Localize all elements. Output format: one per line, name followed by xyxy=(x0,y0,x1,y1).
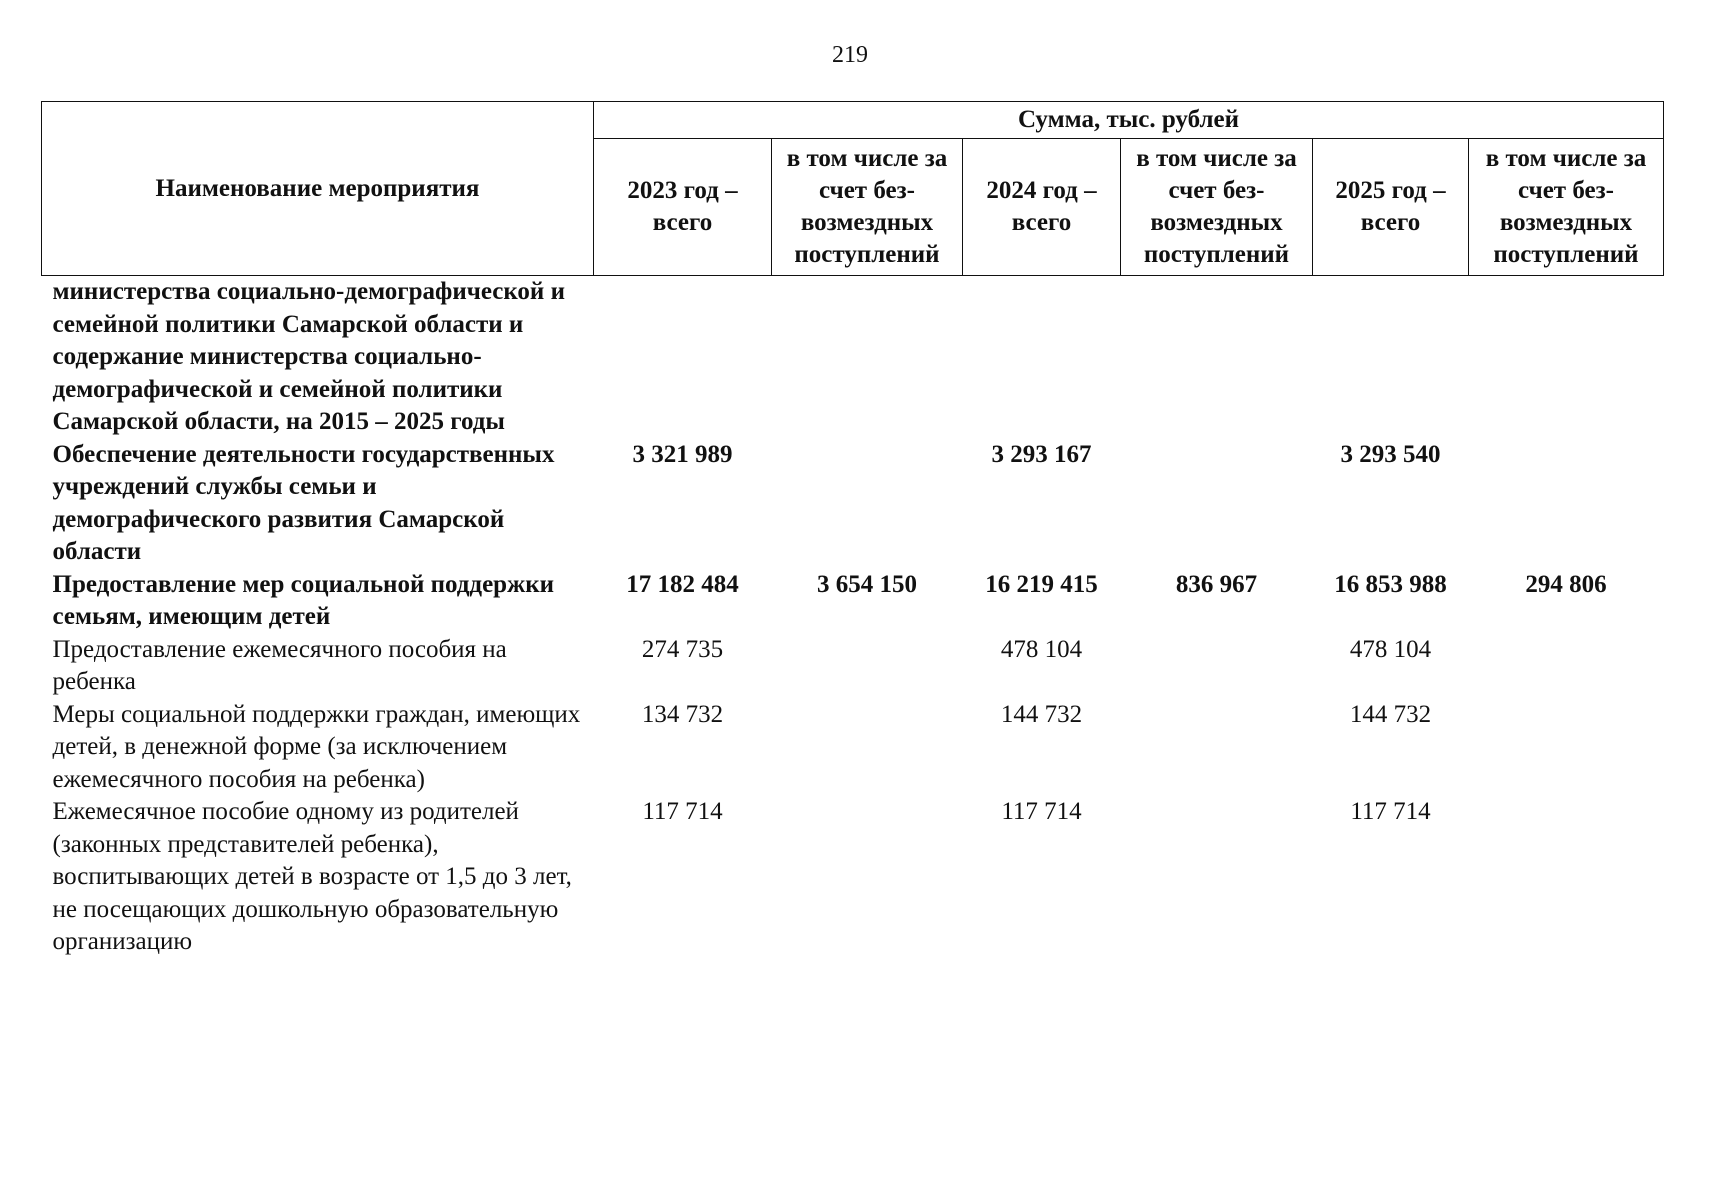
value-2024-total: 3 293 167 xyxy=(991,440,1092,468)
value-2025-total: 3 293 540 xyxy=(1340,440,1441,468)
value-2025-total: 117 714 xyxy=(1350,798,1431,825)
table-header xyxy=(42,102,1664,276)
header-2023-total: 2023 год – всего xyxy=(594,139,772,276)
header-sum-group: Сумма, тыс. рублей xyxy=(594,102,1664,139)
value-2023-gratuitous xyxy=(772,796,963,959)
value-2023-total: 17 182 484 xyxy=(626,570,739,598)
value-2024-gratuitous xyxy=(1121,276,1313,439)
value-2023-gratuitous xyxy=(772,699,963,797)
value-2023-gratuitous xyxy=(772,439,963,569)
value-2023-total xyxy=(594,276,772,439)
value-2025-gratuitous xyxy=(1469,439,1664,569)
value-2024-gratuitous xyxy=(1121,699,1313,797)
header-2025-gratuitous: в том числе за счет без-возмездных поступлений xyxy=(1469,139,1664,276)
value-2024-gratuitous xyxy=(1121,439,1313,569)
value-2025-total: 16 853 988 xyxy=(1334,570,1447,598)
budget-table xyxy=(41,101,1664,959)
table-row xyxy=(42,439,1664,569)
header-activity-name: Наименование мероприятия xyxy=(42,102,594,276)
value-2025-gratuitous xyxy=(1469,276,1664,439)
budget-table-container xyxy=(41,101,1664,959)
value-2025-gratuitous xyxy=(1469,699,1664,797)
header-2024-total: 2024 год – всего xyxy=(963,139,1121,276)
value-2024-gratuitous xyxy=(1121,796,1313,959)
table-row xyxy=(42,699,1664,797)
activity-name: министерства социально-демографической и семейной политики Самарской области и содержание министерства социально-демографической и семейной политики Самарской области, на 2015 – 2025 годы xyxy=(52,278,565,435)
value-2023-total: 117 714 xyxy=(642,798,723,825)
value-2025-total: 478 104 xyxy=(1349,635,1432,663)
table-row xyxy=(42,276,1664,439)
value-2023-gratuitous: 3 654 150 xyxy=(817,570,917,598)
value-2024-total: 144 732 xyxy=(1000,700,1083,728)
header-2024-gratuitous: в том числе за счет без-возмездных поступлений xyxy=(1121,139,1313,276)
table-row xyxy=(42,796,1664,959)
activity-name: Предоставление ежемесячного пособия на ребенка xyxy=(52,635,507,695)
value-2023-gratuitous xyxy=(772,634,963,699)
header-2025-total: 2025 год – всего xyxy=(1313,139,1469,276)
value-2025-total xyxy=(1313,276,1469,439)
value-2025-gratuitous xyxy=(1469,634,1664,699)
header-2023-gratuitous: в том числе за счет без-возмездных поступлений xyxy=(772,139,963,276)
activity-name: Предоставление мер социальной поддержки семьям, имеющим детей xyxy=(52,570,555,630)
value-2024-gratuitous xyxy=(1121,634,1313,699)
value-2023-total: 274 735 xyxy=(641,635,724,663)
table-row xyxy=(42,634,1664,699)
value-2023-gratuitous xyxy=(772,276,963,439)
value-2024-total: 478 104 xyxy=(1000,635,1083,663)
table-row xyxy=(42,569,1664,634)
table-body xyxy=(42,276,1664,959)
value-2024-total: 117 714 xyxy=(1001,798,1082,825)
value-2023-total: 3 321 989 xyxy=(632,440,733,468)
page-number: 219 xyxy=(832,42,868,68)
value-2024-total: 16 219 415 xyxy=(985,570,1098,598)
value-2025-gratuitous xyxy=(1469,796,1664,959)
value-2024-total xyxy=(963,276,1121,439)
activity-name: Меры социальной поддержки граждан, имеющих детей, в денежной форме (за исключением ежемесячного пособия на ребенка) xyxy=(52,700,581,793)
value-2024-gratuitous: 836 967 xyxy=(1175,570,1258,598)
activity-name: Ежемесячное пособие одному из родителей (законных представителей ребенка), воспитывающих детей в возрасте от 1,5 до 3 лет, не посещающих дошкольную образовательную организацию xyxy=(52,798,572,955)
value-2025-total: 144 732 xyxy=(1349,700,1432,728)
value-2025-gratuitous: 294 806 xyxy=(1525,570,1607,598)
value-2023-total: 134 732 xyxy=(641,700,724,728)
activity-name: Обеспечение деятельности государственных учреждений службы семьи и демографического развития Самарской области xyxy=(52,440,555,565)
